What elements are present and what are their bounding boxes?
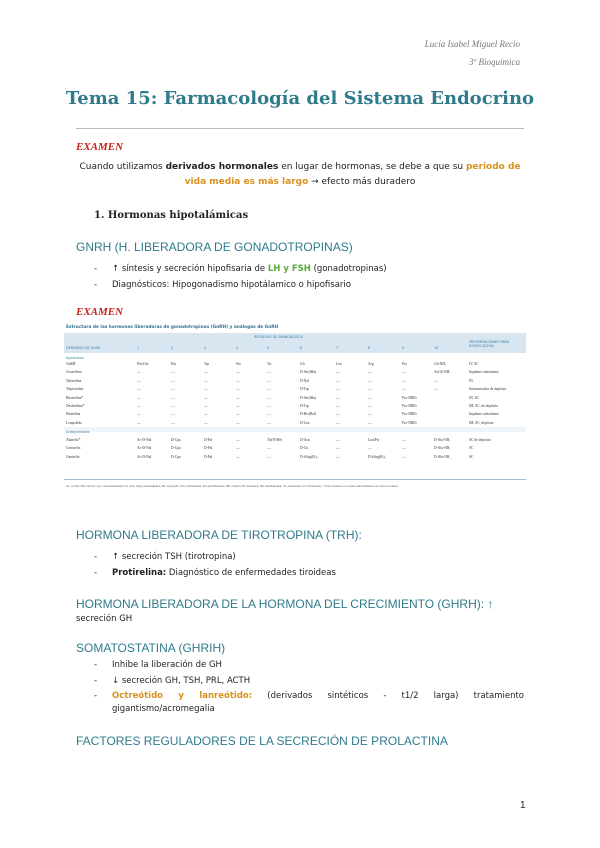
table-cell: — xyxy=(267,446,271,451)
ghrh-line2: secreción GH xyxy=(76,614,133,624)
table-row-label: Histrelina xyxy=(66,412,81,417)
col-header: DERIVADO DE GnRH xyxy=(66,346,101,350)
table-cell: AzGli-NH₂ xyxy=(434,370,451,375)
table-cell: — xyxy=(236,395,240,400)
table-cell: Ac-D-Nal xyxy=(137,446,152,451)
bullet-text: Diagnóstico de enfermedades tiroideas xyxy=(166,568,336,578)
col-header: 9 xyxy=(402,346,405,350)
table-cell: Tir(N-Me) xyxy=(267,438,283,442)
section-heading: 1. Hormonas hipotalámicas xyxy=(94,210,249,221)
table-cell: Pro-NHEt xyxy=(402,412,417,417)
list-item-dash: - xyxy=(94,691,98,701)
table-cell: Pro-NHEt xyxy=(402,420,417,425)
table-cell: — xyxy=(267,454,271,459)
intro-text: Cuando utilizamos xyxy=(79,162,166,172)
table-cell: — xyxy=(368,446,372,451)
table-cell: — xyxy=(204,420,208,425)
table-cell: — xyxy=(137,378,141,383)
bullet-text: ↑ secreción TSH (tirotropina) xyxy=(112,552,236,562)
table-cell: Arg xyxy=(368,362,374,366)
col-header: 4 xyxy=(236,346,239,350)
table-cell: — xyxy=(336,404,340,408)
bullet-text: ↓ secreción GH, TSH, PRL, ACTH xyxy=(112,676,251,686)
table-cell: — xyxy=(336,454,340,459)
intro-bold: derivados hormonales xyxy=(165,162,279,172)
table-cell: D-Cpa xyxy=(171,454,181,459)
table-cell: IN xyxy=(469,378,473,383)
table-rule xyxy=(64,479,526,480)
table-cell: — xyxy=(368,404,372,408)
table-cell: — xyxy=(402,370,406,375)
table-cell: — xyxy=(171,378,175,383)
table-cell: IM, SC, de depósito xyxy=(469,404,498,408)
table-cell: — xyxy=(137,404,141,408)
table-cell: D-Cpa xyxy=(171,438,181,442)
table-cell: D-Cpa xyxy=(171,446,181,451)
col-header: 7 xyxy=(336,346,339,350)
col-header: 3 xyxy=(204,346,207,350)
table-cell: — xyxy=(402,446,406,451)
title-divider xyxy=(76,128,524,129)
table-cell: Ac-D-Nal xyxy=(137,438,152,442)
col-header: 2 xyxy=(171,346,174,350)
table-cell: D-Nal xyxy=(300,378,309,383)
table-cell: — xyxy=(434,378,438,383)
table-cell: — xyxy=(402,387,406,392)
table-cell: — xyxy=(368,412,372,417)
table-cell: — xyxy=(236,454,240,459)
table-cell: Leu xyxy=(336,362,342,366)
table-cell: — xyxy=(434,387,438,392)
intro-text: en lugar de hormonas, se debe a que su xyxy=(278,162,466,172)
table-row-label: Buserelina* xyxy=(66,395,84,400)
table-cell: — xyxy=(236,446,240,451)
col-header: 5 xyxy=(267,346,270,350)
table-caption: Estructura de las hormonas liberadoras de gonadotropinas (GnRH) y análogos de GnRH xyxy=(66,325,279,330)
table-cell: — xyxy=(336,370,340,375)
table-cell: — xyxy=(137,412,141,417)
table-cell: Tir xyxy=(267,362,272,366)
table-cell: Pro-NHEt xyxy=(402,395,417,400)
table-cell: — xyxy=(336,412,340,417)
table-cell: — xyxy=(267,412,271,417)
list-item xyxy=(112,690,524,716)
group-label: Antagonistas xyxy=(66,430,90,434)
table-cell: — xyxy=(267,378,271,383)
table-cell: Ser xyxy=(236,362,241,366)
gnrh-heading: GNRH (H. LIBERADORA DE GONADOTROPINAS) xyxy=(76,240,353,254)
table-cell: — xyxy=(368,370,372,375)
bullet-text: ↑ síntesis y secreción hipofisaria de xyxy=(112,264,268,274)
table-cell: Lis(iPr) xyxy=(368,438,380,442)
table-cell: — xyxy=(204,412,208,417)
page-number: 1 xyxy=(520,800,526,811)
table-cell: IN, SC xyxy=(469,395,479,400)
table-cell: — xyxy=(368,378,372,383)
table-cell: — xyxy=(171,370,175,375)
table-cell: — xyxy=(204,395,208,400)
bullet-text: Diagnósticos: Hipogonadismo hipotálamico o hipofisario xyxy=(112,280,351,290)
table-cell: Gli xyxy=(300,362,305,366)
prolactina-heading: FACTORES REGULADORES DE LA SECRECIÓN DE PROLACTINA xyxy=(76,734,448,748)
table-cell: — xyxy=(204,404,208,408)
table-row-label: Ganirelix xyxy=(66,454,80,459)
table-cell: Intramuscular de depósito xyxy=(469,387,507,392)
table-cell: D-hArg(Et)₂ xyxy=(368,454,386,459)
table-cell: — xyxy=(267,370,271,375)
table-cell: D-Ser(tBu) xyxy=(300,395,317,400)
table-cell: — xyxy=(336,395,340,400)
table-cell: — xyxy=(267,404,271,408)
table-cell: IV, SC xyxy=(469,362,479,366)
octreotido-highlight: Octreótido y lanreótido: xyxy=(112,691,253,701)
col-header: 10 xyxy=(434,346,439,350)
bullet-text: (derivados sintéticos - t1/2 larga) tratamiento gigantismo/acromegalia xyxy=(112,691,524,714)
table-cell: — xyxy=(402,438,406,442)
table-cell: — xyxy=(236,378,240,383)
list-item: - Protirelina: Diagnóstico de enfermedades tiroideas xyxy=(94,568,336,578)
table-cell: — xyxy=(137,370,141,375)
table-row-label: Goserelina xyxy=(66,370,82,375)
table-cell: — xyxy=(368,387,372,392)
protirelina-bold: Protirelina: xyxy=(112,568,167,578)
course-name: 3º Bioquímica xyxy=(468,57,520,67)
trh-heading: HORMONA LIBERADORA DE TIROTROPINA (TRH): xyxy=(76,528,362,542)
table-cell: — xyxy=(204,370,208,375)
table-cell: D-Cit xyxy=(300,446,309,451)
table-cell: Gli-NH₂ xyxy=(434,362,447,366)
table-cell: Implante subcutáneo xyxy=(469,412,499,417)
table-cell: D-Pal xyxy=(204,438,213,442)
somatostatina-heading: SOMATOSTATINA (GHRIH) xyxy=(76,641,226,655)
table-row-label: GnRH xyxy=(66,362,76,366)
intro-highlight: periodo de vida media es más largo xyxy=(184,162,521,187)
table-cell: — xyxy=(171,387,175,392)
table-row-label: Cetrorelix xyxy=(66,446,81,451)
list-item: - ↑ síntesis y secreción hipofisaria de LH y FSH (gonadotropinas) xyxy=(94,264,387,274)
table-cell: — xyxy=(236,412,240,417)
intro-paragraph xyxy=(76,160,524,190)
table-row-label: Nafarelina xyxy=(66,378,82,383)
table-cell: — xyxy=(368,395,372,400)
table-cell: Pro xyxy=(402,362,407,366)
table-footnote: Ac, acetilo; Bzl, bencilo; Cpa, clorofenilalanina; Et, etilo; hArg, homoarginina; iPr, isopropilo; Nal, naftilalanina; Pal, piridilalanina; tBu, t-butilo; IN, intranasal; IM, intramuscular; SC, subcutáneo; IV, intravenoso. * Estos fármacos no están comercializados en todos los países. xyxy=(66,484,399,488)
table-row-label: Leuprolida xyxy=(66,420,82,425)
gnrh-table-image xyxy=(64,322,526,502)
table-cell: Pro-NHEt xyxy=(402,404,417,408)
table-cell: Implante subcutáneo xyxy=(469,370,499,375)
list-item: - ↓ secreción GH, TSH, PRL, ACTH xyxy=(94,676,251,686)
table-cell: D-Asn xyxy=(300,438,310,442)
table-row-label: Deslorelina* xyxy=(66,404,85,408)
table-cell: D-Ala-NH₂ xyxy=(434,438,451,442)
table-row-label: Abarelix* xyxy=(66,438,81,442)
table-cell: D-Ala-NH₂ xyxy=(434,446,451,451)
col-header: 8 xyxy=(368,346,371,350)
list-item: - ↑ secreción TSH (tirotropina) xyxy=(94,552,236,562)
table-cell: — xyxy=(236,387,240,392)
table-cell: D-Leu xyxy=(300,420,310,425)
page-title: Tema 15: Farmacología del Sistema Endocrino xyxy=(65,88,535,109)
table-cell: SC de depósito xyxy=(469,438,491,442)
table-cell: — xyxy=(368,420,372,425)
table-cell: — xyxy=(236,420,240,425)
table-cell: — xyxy=(171,412,175,417)
table-cell: — xyxy=(336,378,340,383)
table-row-label: Triptorelina xyxy=(66,387,84,392)
col-header: PRESENTACIONES PARA DOSIFICACIÓN xyxy=(469,340,510,348)
table-cell: IM, SC, depósito xyxy=(469,420,494,425)
table-cell: D-Ser(tBu) xyxy=(300,370,317,375)
table-cell: D-Pal xyxy=(204,454,213,459)
examen-label: EXAMEN xyxy=(76,306,124,318)
table-cell: — xyxy=(171,395,175,400)
table-cell: — xyxy=(137,395,141,400)
table-cell: — xyxy=(236,438,240,442)
table-cell: — xyxy=(267,387,271,392)
table-cell: Trp xyxy=(204,362,210,366)
table-cell: D-hArg(Et)₂ xyxy=(300,454,318,459)
list-item: - Diagnósticos: Hipogonadismo hipotálamico o hipofisario xyxy=(94,280,351,290)
list-item: - Inhibe la liberación de GH xyxy=(94,660,222,670)
bullet-text: Inhibe la liberación de GH xyxy=(112,660,222,670)
col-header: 1 xyxy=(137,346,140,350)
group-label: Agonistas xyxy=(66,356,84,360)
table-cell: PiroGlu xyxy=(137,362,149,366)
table-cell: His xyxy=(171,362,176,366)
table-cell: SC xyxy=(469,446,474,451)
residues-label: RESIDUOS DE AMINOÁCIDOS xyxy=(254,335,303,339)
ghrh-heading: HORMONA LIBERADORA DE LA HORMONA DEL CRECIMIENTO (GHRH): ↑ xyxy=(76,597,494,611)
table-cell: D-Ala-NH₂ xyxy=(434,454,451,459)
table-cell: — xyxy=(336,420,340,425)
table-cell: — xyxy=(137,387,141,392)
table-cell: — xyxy=(204,378,208,383)
table-cell: — xyxy=(171,420,175,425)
lh-fsh-highlight: LH y FSH xyxy=(267,264,311,274)
table-cell: — xyxy=(402,454,406,459)
table-cell: D-Trp xyxy=(300,387,309,392)
table-cell: — xyxy=(336,387,340,392)
table-cell: — xyxy=(336,438,340,442)
table-cell: SC xyxy=(469,454,474,459)
bullet-text: (gonadotropinas) xyxy=(310,264,387,274)
table-cell: — xyxy=(137,420,141,425)
table-cell: — xyxy=(171,404,175,408)
author-name: Lucía Isabel Miguel Recio xyxy=(424,39,520,49)
table-divider xyxy=(64,427,526,432)
table-cell: — xyxy=(402,378,406,383)
table-cell: — xyxy=(267,420,271,425)
intro-text: → efecto más duradero xyxy=(308,177,416,187)
table-cell: — xyxy=(336,446,340,451)
table-cell: Ac-D-Nal xyxy=(137,454,152,459)
table-cell: D-Trp xyxy=(300,404,309,408)
table-cell: — xyxy=(204,387,208,392)
table-cell: — xyxy=(236,370,240,375)
examen-label: EXAMEN xyxy=(76,141,124,153)
col-header: 6 xyxy=(300,346,303,350)
table-cell: D-His(Bzl) xyxy=(300,412,317,417)
table-cell: — xyxy=(267,395,271,400)
table-cell: D-Pal xyxy=(204,446,213,451)
table-cell: — xyxy=(236,404,240,408)
